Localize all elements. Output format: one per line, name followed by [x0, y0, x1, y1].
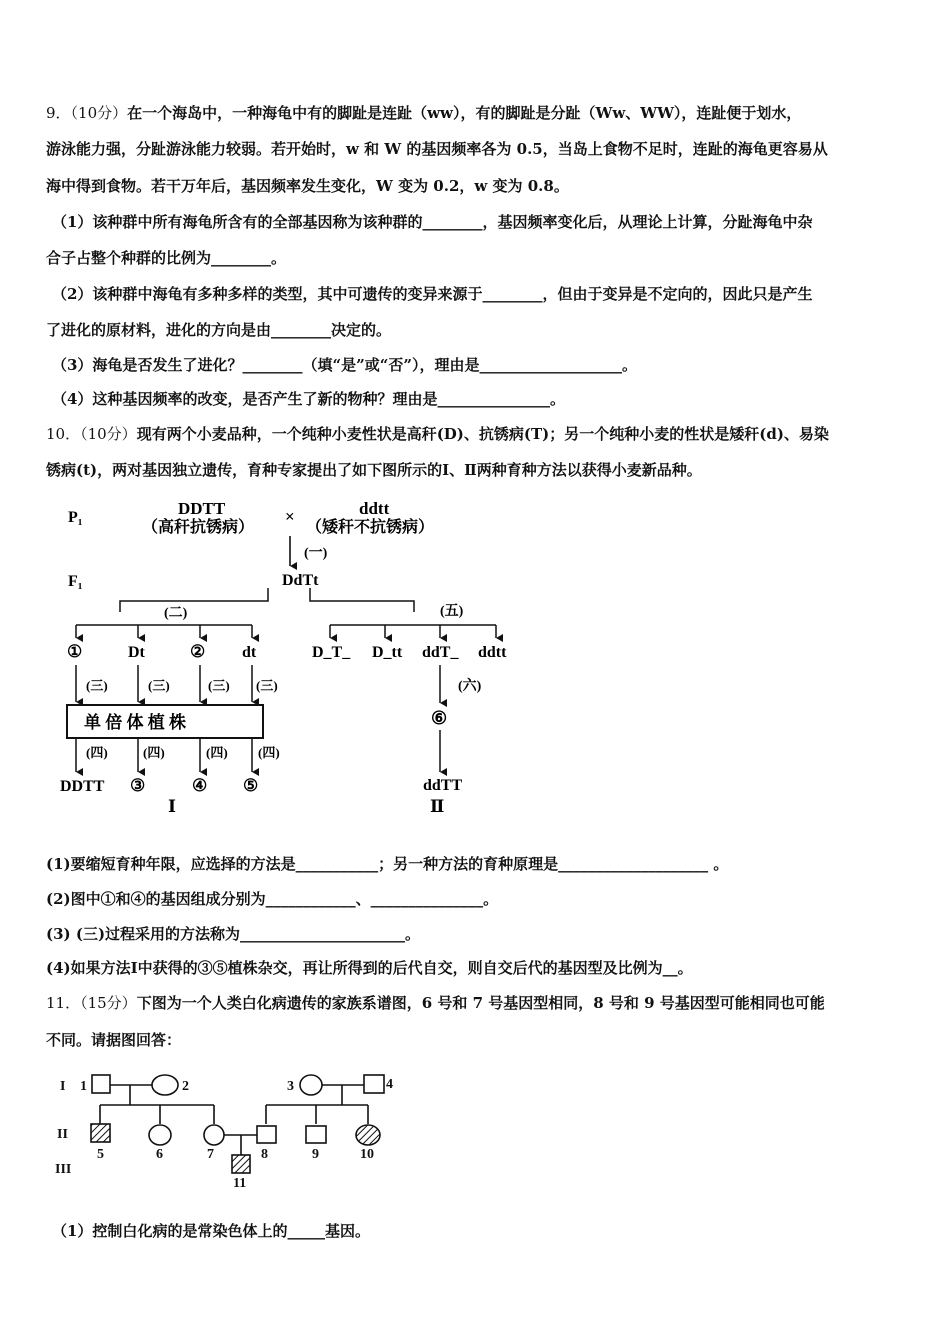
id-9: 9: [312, 1147, 319, 1162]
individual-7-female: [204, 1125, 224, 1145]
haploid-label: 单 倍 体 植 株: [84, 713, 186, 732]
right-row-2: D_tt: [372, 644, 403, 661]
gen-III-label: III: [55, 1162, 72, 1177]
q10-line1: 10．（10分）现有两个小麦品种，一个纯种小麦性状是高秆(D)、抗锈病(T)；另一个纯种小麦的性状是矮秆(d)、易染: [46, 425, 829, 443]
individual-4-male: [364, 1075, 384, 1093]
id-8: 8: [261, 1147, 268, 1162]
step4-label-3: (四): [206, 745, 228, 760]
id-2: 2: [182, 1079, 189, 1094]
individual-1-male: [92, 1075, 110, 1093]
individual-9-male: [306, 1126, 326, 1143]
step3-label-1: (三): [86, 678, 108, 693]
parent2-genotype: ddtt: [359, 499, 390, 518]
individual-5-affected-male: [91, 1124, 110, 1142]
step1-label: (一): [304, 546, 328, 561]
q10-sub3: (3) (三)过程采用的方法称为______________________。: [46, 925, 421, 943]
label-I: Ⅰ: [168, 797, 176, 816]
bottom-row-2: ③: [130, 776, 146, 795]
f1-label: F₁: [68, 573, 83, 590]
q11-number: 11．（15分）: [46, 994, 137, 1012]
step4-label-2: (四): [143, 745, 165, 760]
step5-label: (五): [440, 604, 464, 619]
id-10: 10: [360, 1147, 374, 1162]
id-6: 6: [156, 1147, 163, 1162]
individual-6-female: [149, 1125, 171, 1145]
q11-line2: 不同。请据图回答：: [46, 1031, 182, 1049]
q9-sub2b: 了进化的原材料，进化的方向是由________决定的。: [46, 321, 392, 339]
q9-sub2a: （2）该种群中海龟有多种多样的类型，其中可遗传的变异来源于________，但由于变异是不定向的，因此只是产生: [52, 285, 813, 303]
pedigree-chart: [0, 1065, 420, 1195]
right-row-1: D_T_: [312, 644, 351, 661]
left-row-4: dt: [242, 644, 257, 661]
breeding-diagram: [0, 495, 560, 825]
six-label: ⑥: [431, 708, 448, 728]
step3-label-2: (三): [148, 678, 170, 693]
parent2-note: （矮秆不抗锈病）: [306, 519, 435, 536]
q9-sub4: （4）这种基因频率的改变，是否产生了新的物种？理由是_______________。: [52, 390, 565, 408]
left-row-3: ②: [190, 642, 206, 661]
step3-label-3: (三): [208, 678, 230, 693]
q9-sub1b: 合子占整个种群的比例为________。: [46, 249, 287, 267]
bottom-row-3: ④: [192, 776, 208, 795]
q11-line1: 11．（15分）下图为一个人类白化病遗传的家族系谱图，6 号和 7 号基因型相同，8 号和 9 号基因型可能相同也可能: [46, 994, 825, 1012]
q9-sub3: （3）海龟是否发生了进化？________（填“是”或“否”），理由是___________________。: [52, 356, 637, 374]
p1-label: P₁: [68, 509, 83, 526]
left-row-2: Dt: [128, 644, 145, 661]
cross-symbol: ×: [285, 507, 295, 526]
id-3: 3: [287, 1079, 294, 1094]
step4-label-4: (四): [258, 745, 280, 760]
label-II: Ⅱ: [430, 797, 445, 816]
q10-sub4: (4)如果方法Ⅰ中获得的③⑤植株杂交，再让所得到的后代自交，则自交后代的基因型及比例为__。: [46, 959, 693, 977]
bottom-row-1: DDTT: [60, 778, 105, 795]
id-11: 11: [233, 1176, 247, 1191]
gen-I-label: I: [60, 1079, 66, 1094]
step6-label: (六): [458, 679, 482, 694]
f1-genotype: DdTt: [282, 572, 319, 589]
id-1: 1: [80, 1079, 87, 1094]
q9-line2: 游泳能力强，分趾游泳能力较弱。若开始时，w 和 W 的基因频率各为 0.5，当岛上食物不足时，连趾的海龟更容易从: [46, 140, 828, 158]
bottom-row-4: ⑤: [243, 776, 259, 795]
q9-line3: 海中得到食物。若干万年后，基因频率发生变化，W 变为 0.2，w 变为 0.8。: [46, 177, 569, 195]
id-4: 4: [386, 1077, 393, 1092]
q10-sub1: (1)要缩短育种年限，应选择的方法是___________；另一种方法的育种原理是____________________ 。: [46, 855, 729, 873]
step4-label-1: (四): [86, 745, 108, 760]
q10-line2: 锈病(t)，两对基因独立遗传，育种专家提出了如下图所示的Ⅰ、Ⅱ两种育种方法以获得小麦新品种。: [46, 461, 702, 479]
parent1-genotype: DDTT: [178, 499, 226, 518]
step3-label-4: (三): [256, 678, 278, 693]
q9-sub1a: （1）该种群中所有海龟所含有的全部基因称为该种群的________，基因频率变化后，从理论上计算，分趾海龟中杂: [52, 213, 813, 231]
individual-10-affected-female: [356, 1125, 380, 1145]
right-row-4: ddtt: [478, 644, 507, 661]
q10-sub2: (2)图中①和④的基因组成分别为____________、_______________。: [46, 890, 499, 908]
individual-2-female: [152, 1075, 178, 1095]
id-7: 7: [207, 1147, 214, 1162]
left-row-1: ①: [67, 642, 83, 661]
individual-3-female: [300, 1075, 322, 1095]
step2-label: (二): [164, 606, 188, 621]
gen-II-label: II: [57, 1127, 68, 1142]
parent1-note: （高秆抗锈病）: [142, 519, 255, 536]
individual-11-affected-male: [232, 1155, 250, 1173]
q10-number: 10．（10分）: [46, 425, 137, 443]
id-5: 5: [97, 1147, 104, 1162]
q11-sub1: （1）控制白化病的是常染色体上的_____基因。: [52, 1222, 370, 1240]
q9-number: 9．（10分）: [46, 104, 128, 122]
right-result: ddTT: [423, 777, 463, 794]
individual-8-male: [257, 1126, 276, 1143]
right-row-3: ddT_: [422, 644, 459, 661]
q9-line1: 9．（10分）在一个海岛中，一种海龟中有的脚趾是连趾（ww），有的脚趾是分趾（Ww、WW），连趾便于划水，: [46, 104, 802, 122]
